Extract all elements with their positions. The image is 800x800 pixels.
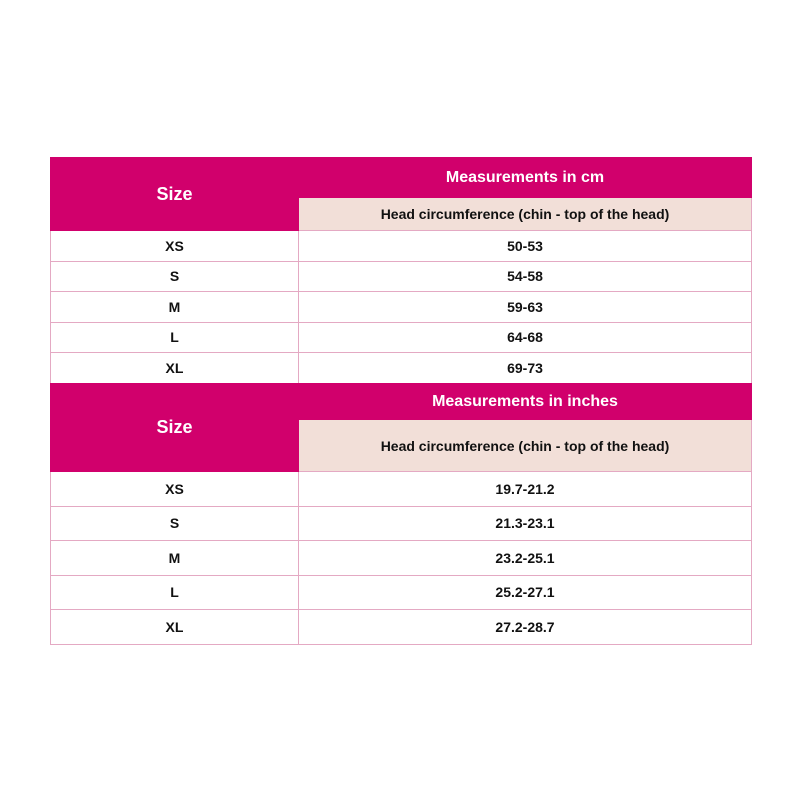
measurement-cell: 27.2-28.7: [299, 610, 752, 645]
measurement-cell: 50-53: [299, 231, 752, 262]
head-circumference-header: Head circumference (chin - top of the head): [299, 420, 752, 472]
table-row: [51, 541, 752, 576]
size-column-header: Size: [51, 384, 299, 472]
measurement-cell: 69-73: [299, 353, 752, 384]
measurement-cell: 64-68: [299, 322, 752, 353]
table-row: [51, 231, 752, 262]
table-row: [51, 353, 752, 384]
measurement-cell: 23.2-25.1: [299, 541, 752, 576]
size-cell: XL: [51, 353, 299, 384]
size-column-header: Size: [51, 158, 299, 231]
size-chart-inches: [50, 383, 752, 645]
size-chart-cm: [50, 157, 752, 384]
size-cell: S: [51, 506, 299, 541]
measurement-cell: 19.7-21.2: [299, 472, 752, 507]
table-row: [51, 322, 752, 353]
table-row: [51, 472, 752, 507]
measurement-cell: 25.2-27.1: [299, 575, 752, 610]
table-row: [51, 261, 752, 292]
size-cell: M: [51, 292, 299, 323]
table-row: [51, 575, 752, 610]
size-cell: XS: [51, 472, 299, 507]
size-cell: XL: [51, 610, 299, 645]
size-cell: M: [51, 541, 299, 576]
size-cell: S: [51, 261, 299, 292]
measurements-header: Measurements in cm: [299, 158, 752, 198]
size-cell: XS: [51, 231, 299, 262]
measurement-cell: 59-63: [299, 292, 752, 323]
size-cell: L: [51, 322, 299, 353]
header-row: [51, 158, 752, 198]
measurements-header: Measurements in inches: [299, 384, 752, 420]
table-row: [51, 506, 752, 541]
size-cell: L: [51, 575, 299, 610]
header-row: [51, 384, 752, 420]
measurement-cell: 21.3-23.1: [299, 506, 752, 541]
head-circumference-header: Head circumference (chin - top of the head): [299, 198, 752, 231]
table-row: [51, 610, 752, 645]
table-row: [51, 292, 752, 323]
measurement-cell: 54-58: [299, 261, 752, 292]
